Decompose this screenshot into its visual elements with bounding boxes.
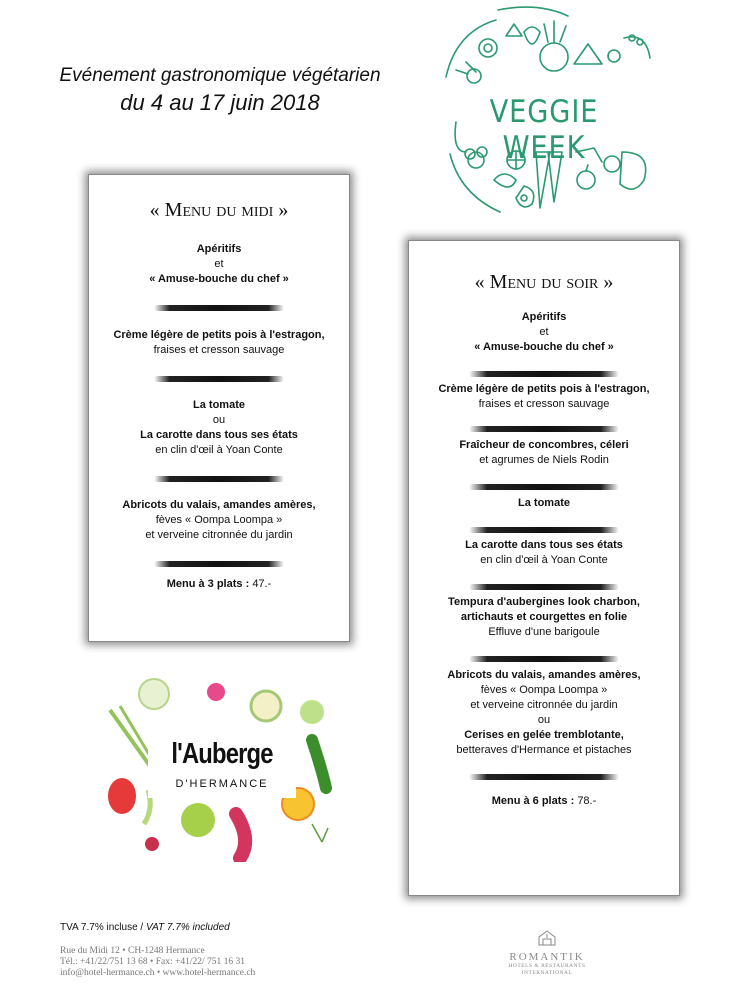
course-6 — [409, 668, 679, 758]
divider — [469, 426, 619, 432]
course-3-desc-2: et verveine citronnée du jardin — [145, 529, 293, 541]
event-dates: du 4 au 17 juin 2018 — [120, 90, 320, 115]
radish-small-icon — [145, 837, 159, 851]
course-5-title: Tempura d'aubergines look charbon, — [448, 596, 640, 608]
tomato-icon — [108, 778, 136, 814]
phone-line: Tél.: +41/22/751 13 68 • Fax: +41/22/ 751 16 31 — [60, 957, 246, 967]
aperitifs-section — [89, 242, 349, 287]
course-2-desc: en clin d'œil à Yoan Conte — [155, 444, 283, 456]
address-block — [60, 946, 255, 979]
divider — [469, 656, 619, 662]
veggie-week-title: VEGGIE WEEK — [489, 94, 599, 166]
tva-note — [60, 922, 230, 933]
course-1 — [409, 382, 679, 412]
cucumber-icon — [312, 740, 326, 788]
course-3 — [409, 496, 679, 511]
romantik-sub-2: INTERNATIONAL — [521, 970, 573, 976]
course-6-title: Abricots du valais, amandes amères, — [447, 669, 641, 681]
menu-midi-price — [89, 577, 349, 592]
auberge-logo — [148, 736, 296, 798]
romantik-name: ROMANTIK — [509, 951, 585, 963]
course-1-title: Crème légère de petits pois à l'estragon, — [438, 383, 650, 395]
romantik-logo — [500, 930, 594, 977]
et-text: et — [539, 326, 549, 338]
price-label: Menu à 3 plats : — [166, 578, 250, 590]
beet-icon — [540, 43, 568, 71]
divider — [469, 774, 619, 780]
dill-icon — [312, 824, 328, 842]
et-text: et — [214, 258, 224, 270]
course-1 — [89, 328, 349, 358]
leaf-arc-icon — [446, 20, 496, 77]
course-3-title: La tomate — [518, 497, 570, 509]
course-4-desc: en clin d'œil à Yoan Conte — [480, 554, 608, 566]
price-value: 47.- — [252, 578, 272, 590]
menu-midi-title: « Menu du midi » — [149, 199, 289, 221]
aperitifs-section — [409, 310, 679, 355]
course-5-subtitle: artichauts et courgettes en folie — [460, 611, 628, 623]
raspberry-icon — [608, 50, 620, 62]
aperitifs-text: Apéritifs — [196, 243, 242, 255]
watermelon-icon — [574, 44, 602, 64]
radish-icon — [207, 683, 225, 701]
divider — [469, 527, 619, 533]
or-text: ou — [537, 714, 551, 726]
carrot-icon — [524, 27, 540, 44]
divider — [469, 371, 619, 377]
course-6-desc-1: fèves « Oompa Loompa » — [480, 684, 608, 696]
course-3 — [89, 498, 349, 543]
radish-long-icon — [236, 814, 245, 858]
course-2-option-a: La tomate — [193, 399, 245, 411]
tva-text: TVA 7.7% incluse / — [60, 922, 144, 933]
course-2-option-b: La carotte dans tous ses états — [140, 429, 298, 441]
course-2-title: Fraîcheur de concombres, céleri — [459, 439, 629, 451]
amuse-bouche-text: « Amuse-bouche du chef » — [149, 273, 289, 285]
event-heading — [30, 64, 410, 118]
course-6-alt-desc: betteraves d'Hermance et pistaches — [456, 744, 632, 756]
menu-soir-price — [409, 794, 679, 809]
cucumber-slice-icon — [479, 39, 497, 57]
green-apple-icon — [181, 803, 215, 837]
course-5-desc: Effluve d'une barigoule — [488, 626, 600, 638]
menu-soir-title: « Menu du soir » — [474, 271, 614, 293]
course-2-desc: et agrumes de Niels Rodin — [479, 454, 609, 466]
or-text: ou — [212, 414, 226, 426]
price-label: Menu à 6 plats : — [491, 795, 575, 807]
menu-midi-card — [88, 174, 350, 642]
vat-text: VAT 7.7% included — [145, 922, 230, 933]
contact-line[interactable]: info@hotel-hermance.ch • www.hotel-hermance.ch — [60, 968, 256, 978]
avocado-icon — [516, 186, 534, 207]
divider — [154, 561, 284, 567]
course-1-desc: fraises et cresson sauvage — [478, 398, 610, 410]
herb-icon — [456, 62, 476, 74]
amuse-bouche-text: « Amuse-bouche du chef » — [474, 341, 614, 353]
course-4 — [409, 538, 679, 568]
divider — [154, 376, 284, 382]
pineapple-icon — [506, 24, 522, 36]
course-1-title: Crème légère de petits pois à l'estragon, — [113, 329, 325, 341]
course-3-desc-1: fèves « Oompa Loompa » — [155, 514, 283, 526]
course-6-alt-title: Cerises en gelée tremblotante, — [464, 729, 624, 741]
course-3-title: Abricots du valais, amandes amères, — [122, 499, 316, 511]
auberge-subtitle: D'HERMANCE — [175, 778, 269, 790]
course-6-desc-2: et verveine citronnée du jardin — [470, 699, 618, 711]
event-subtitle: Evénement gastronomique végétarien — [59, 65, 381, 86]
address-line: Rue du Midi 12 • CH-1248 Hermance — [60, 946, 205, 956]
course-5 — [409, 595, 679, 640]
course-4-title: La carotte dans tous ses états — [465, 539, 623, 551]
mushroom-icon — [494, 174, 516, 187]
divider — [469, 484, 619, 490]
aperitifs-text: Apéritifs — [521, 311, 567, 323]
apple-slice-icon — [251, 691, 281, 721]
lime-icon — [300, 700, 324, 724]
apple-icon — [577, 171, 595, 189]
auberge-name: l'Auberge — [171, 738, 273, 770]
romantik-crest-icon — [537, 930, 557, 946]
course-2 — [409, 438, 679, 468]
menu-soir-card — [408, 240, 680, 896]
divider — [469, 584, 619, 590]
cucumber-slice-icon — [139, 679, 169, 709]
price-value: 78.- — [577, 795, 597, 807]
romantik-sub-1: HOTELS & RESTAURANTS — [508, 963, 586, 969]
divider — [154, 476, 284, 482]
course-2 — [89, 398, 349, 458]
divider — [154, 305, 284, 311]
course-1-desc: fraises et cresson sauvage — [153, 344, 285, 356]
chive-icon — [110, 710, 150, 766]
